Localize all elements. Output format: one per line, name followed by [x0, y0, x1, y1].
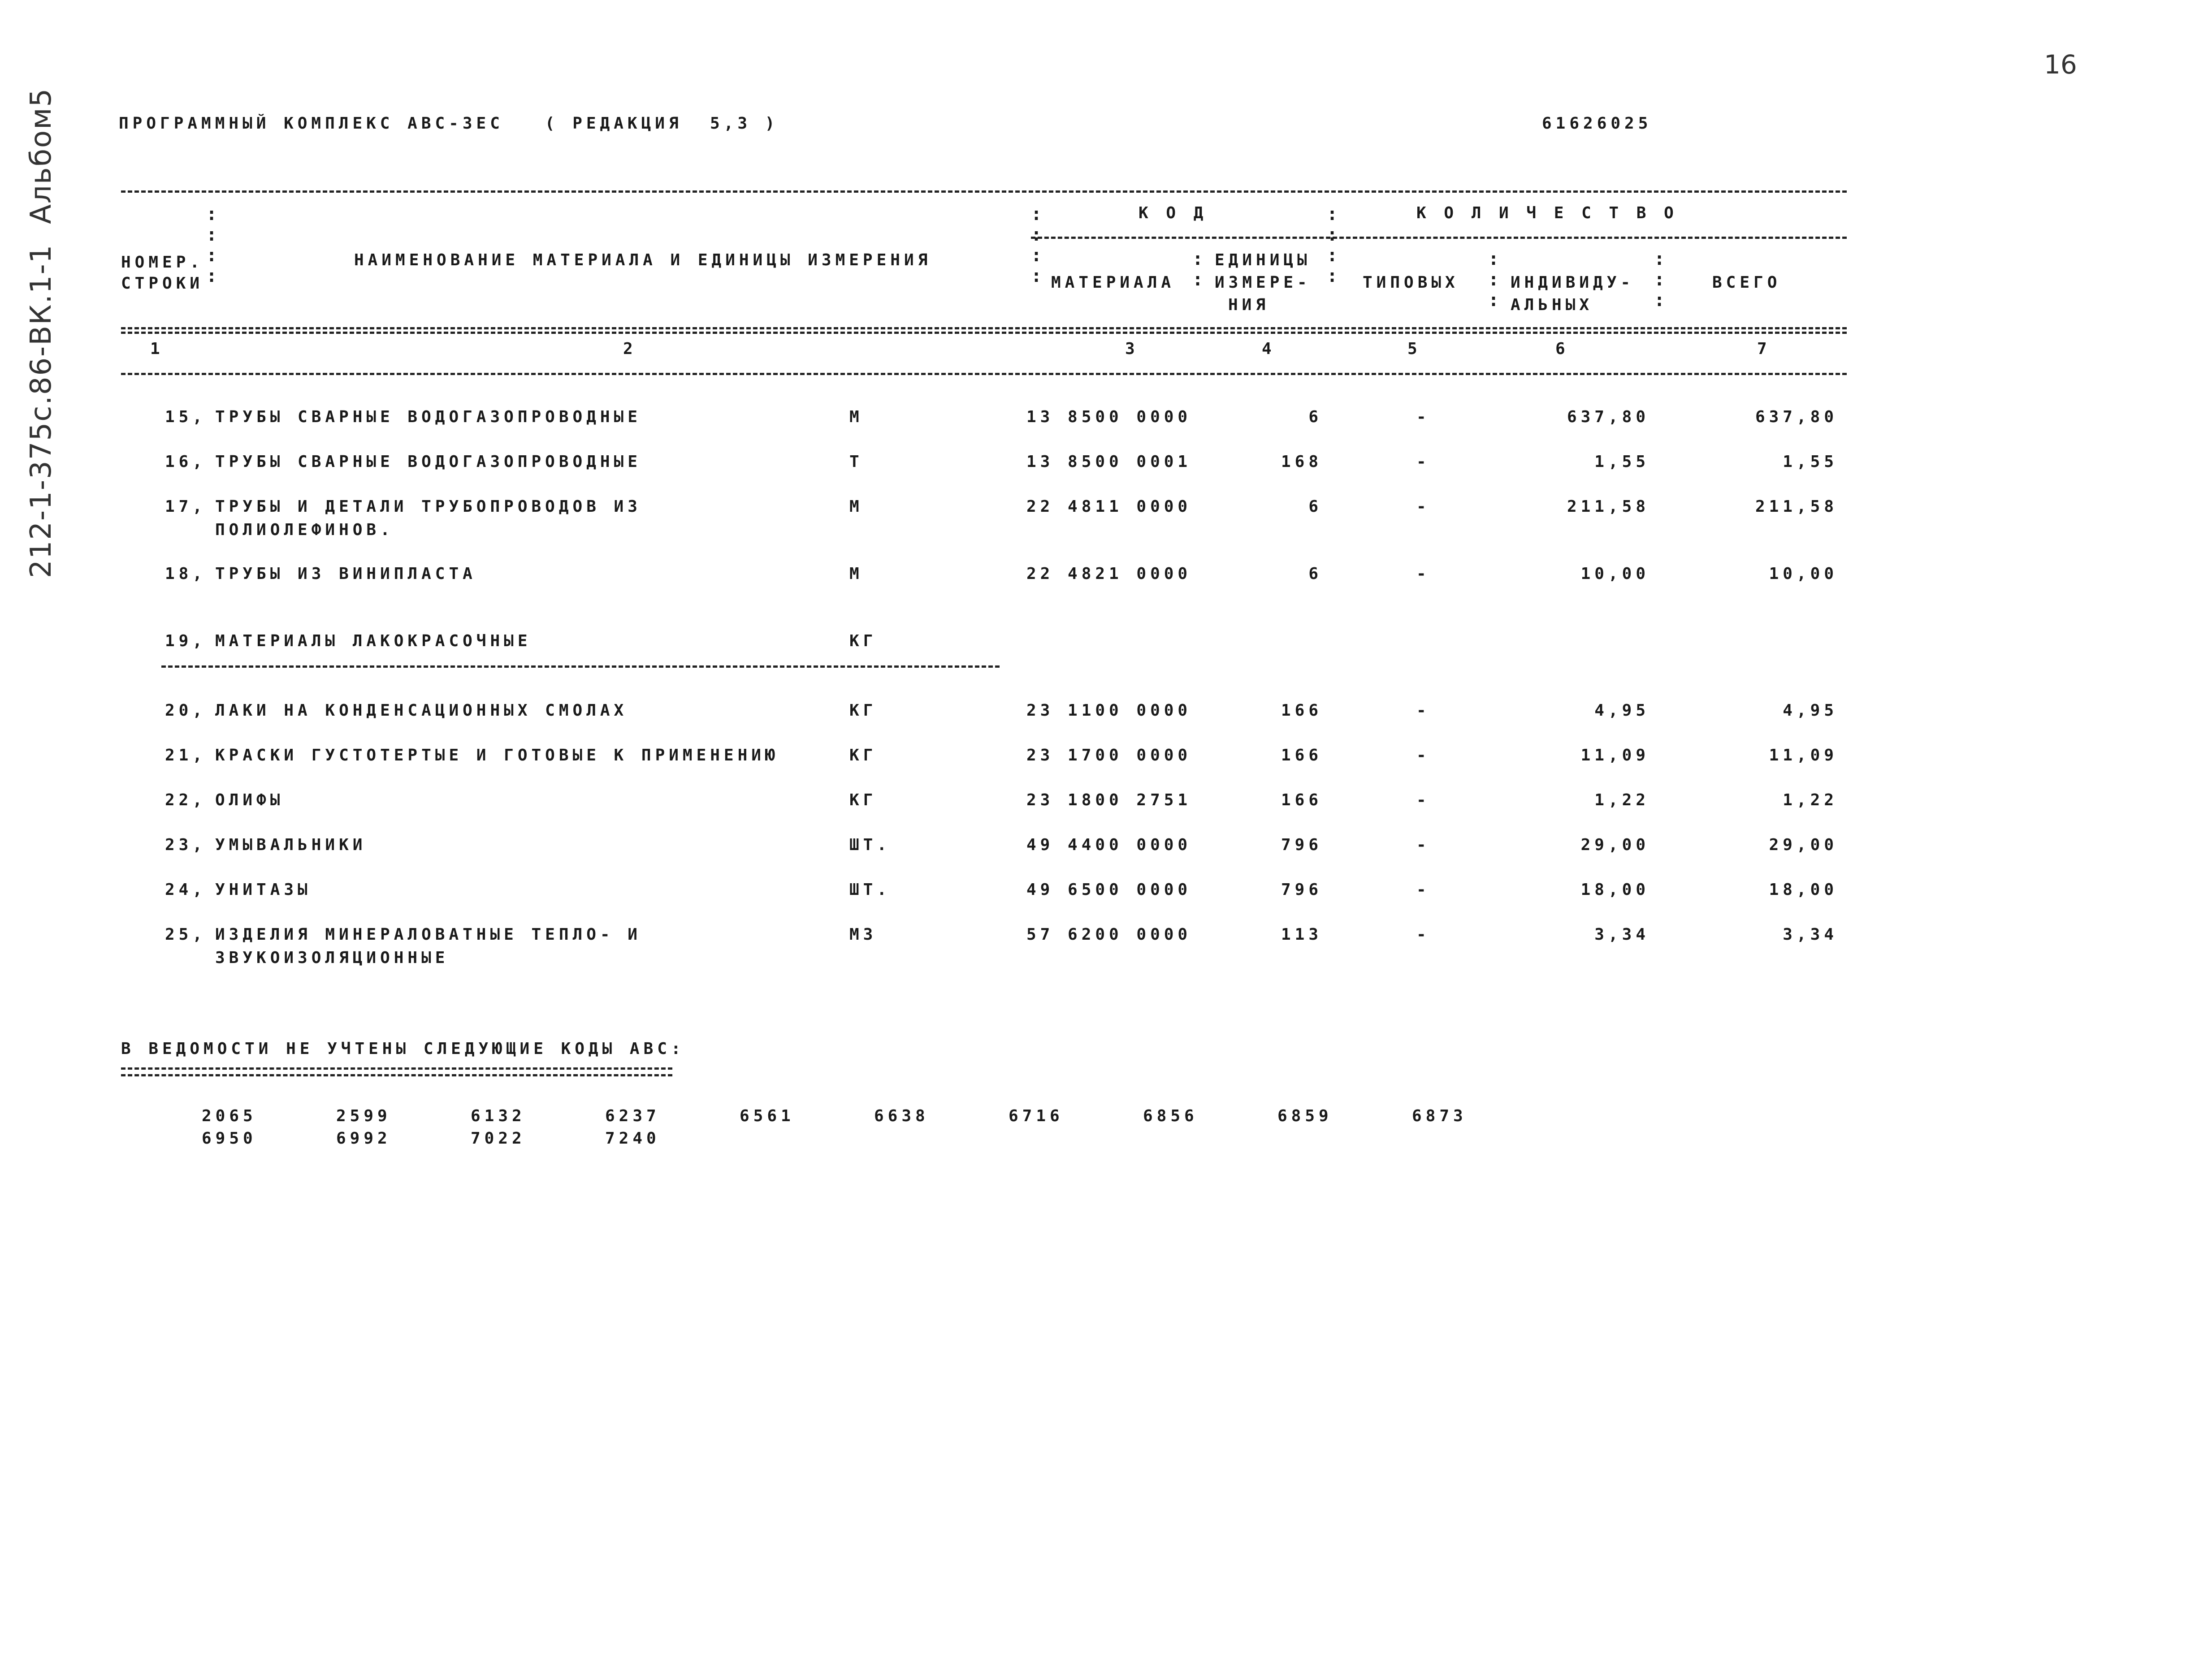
col-header-quantity: К О Л И Ч Е С Т В О: [1416, 204, 1678, 222]
individual-qty: 637,80: [1567, 408, 1649, 426]
program-title: ПРОГРАММНЫЙ КОМПЛЕКС АВС-3ЕС ( РЕДАКЦИЯ 5,3 ): [119, 114, 779, 133]
code-item: 6873: [1412, 1107, 1467, 1125]
typical-qty: -: [1416, 497, 1430, 516]
code-item: 6992: [336, 1129, 391, 1148]
header-rule-2: [121, 332, 1847, 334]
unit: ШТ.: [849, 836, 891, 854]
total-qty: 29,00: [1769, 836, 1838, 854]
typical-qty: -: [1416, 746, 1430, 764]
code-item: 6638: [874, 1107, 929, 1125]
document-code: 61626025: [1542, 114, 1652, 133]
material-name: КРАСКИ ГУСТОТЕРТЫЕ И ГОТОВЫЕ К ПРИМЕНЕНИЮ: [215, 746, 779, 764]
col-num-4: 4: [1262, 340, 1276, 358]
unit-code: 796: [1281, 881, 1322, 899]
sep: : :: [1192, 249, 1204, 290]
material-code: 49 6500 0000: [1026, 881, 1192, 899]
unit: Т: [849, 453, 863, 471]
row-number: 23,: [165, 836, 206, 854]
individual-qty: 211,58: [1567, 497, 1649, 516]
sep: : : : :: [1031, 204, 1042, 286]
unit: М: [849, 408, 863, 426]
material-name: МАТЕРИАЛЫ ЛАКОКРАСОЧНЫЕ: [215, 632, 532, 650]
code-item: 7240: [605, 1129, 660, 1148]
footer-note: В ВЕДОМОСТИ НЕ УЧТЕНЫ СЛЕДУЮЩИЕ КОДЫ АВС:: [121, 1040, 685, 1058]
page-number: 16: [2044, 49, 2077, 80]
code-item: 6237: [605, 1107, 660, 1125]
unit: М: [849, 565, 863, 583]
col-num-6: 6: [1555, 340, 1569, 358]
typical-qty: -: [1416, 701, 1430, 720]
row-number: 19,: [165, 632, 206, 650]
total-qty: 18,00: [1769, 881, 1838, 899]
col-num-2: 2: [623, 340, 637, 358]
table-top-rule: [121, 190, 1847, 193]
material-code: 23 1100 0000: [1026, 701, 1192, 720]
unit-code: 168: [1281, 453, 1322, 471]
individual-qty: 11,09: [1580, 746, 1649, 764]
col-num-5: 5: [1407, 340, 1421, 358]
total-qty: 637,80: [1755, 408, 1838, 426]
unit: КГ: [849, 632, 877, 650]
unit-code: 796: [1281, 836, 1322, 854]
code-item: 2065: [202, 1107, 257, 1125]
col-header-unit-2: ИЗМЕРЕ-: [1215, 273, 1311, 292]
total-qty: 1,22: [1783, 791, 1838, 809]
code-item: 6859: [1277, 1107, 1333, 1125]
material-name: ТРУБЫ СВАРНЫЕ ВОДОГАЗОПРОВОДНЫЕ: [215, 408, 641, 426]
row-number: 16,: [165, 453, 206, 471]
unit-code: 166: [1281, 701, 1322, 720]
unit: ШТ.: [849, 881, 891, 899]
row-number: 25,: [165, 925, 206, 944]
unit-code: 6: [1308, 408, 1322, 426]
material-name: ТРУБЫ ИЗ ВИНИПЛАСТА: [215, 565, 476, 583]
unit: КГ: [849, 791, 877, 809]
typical-qty: -: [1416, 925, 1430, 944]
total-qty: 4,95: [1783, 701, 1838, 720]
row-number: 15,: [165, 408, 206, 426]
col-header-total: ВСЕГО: [1712, 273, 1781, 292]
unit-code: 166: [1281, 746, 1322, 764]
unit: КГ: [849, 746, 877, 764]
col-num-7: 7: [1757, 340, 1771, 358]
col-num-3: 3: [1125, 340, 1139, 358]
col-header-unit-3: НИЯ: [1228, 296, 1270, 314]
col-num-1: 1: [150, 340, 164, 358]
row-number: 22,: [165, 791, 206, 809]
unit-code: 6: [1308, 565, 1322, 583]
material-name-cont: ЗВУКОИЗОЛЯЦИОННЫЕ: [215, 949, 449, 967]
row-number: 17,: [165, 497, 206, 516]
material-name: ТРУБЫ СВАРНЫЕ ВОДОГАЗОПРОВОДНЫЕ: [215, 453, 641, 471]
individual-qty: 29,00: [1580, 836, 1649, 854]
unit-code: 6: [1308, 497, 1322, 516]
typical-qty: -: [1416, 408, 1430, 426]
col-header-name: НАИМЕНОВАНИЕ МАТЕРИАЛА И ЕДИНИЦЫ ИЗМЕРЕНИЯ: [354, 251, 932, 269]
material-code: 23 1800 2751: [1026, 791, 1192, 809]
footer-rule: [121, 1067, 672, 1076]
total-qty: 11,09: [1769, 746, 1838, 764]
row-number: 18,: [165, 565, 206, 583]
code-item: 6132: [471, 1107, 526, 1125]
material-name: УМЫВАЛЬНИКИ: [215, 836, 367, 854]
subtotal-rule: [161, 665, 1000, 668]
col-header-indiv-1: ИНДИВИДУ-: [1511, 273, 1635, 292]
col-header-unit-1: ЕДИНИЦЫ: [1215, 251, 1311, 269]
individual-qty: 10,00: [1580, 565, 1649, 583]
individual-qty: 3,34: [1594, 925, 1649, 944]
typical-qty: -: [1416, 836, 1430, 854]
material-code: 13 8500 0001: [1026, 453, 1192, 471]
col-header-indiv-2: АЛЬНЫХ: [1511, 296, 1593, 314]
unit: М: [849, 497, 863, 516]
total-qty: 211,58: [1755, 497, 1838, 516]
material-name: ИЗДЕЛИЯ МИНЕРАЛОВАТНЫЕ ТЕПЛО- И: [215, 925, 641, 944]
material-name: ОЛИФЫ: [215, 791, 284, 809]
sep: : : :: [1488, 249, 1499, 311]
col-header-typical: ТИПОВЫХ: [1363, 273, 1459, 292]
material-code: 23 1700 0000: [1026, 746, 1192, 764]
typical-qty: -: [1416, 453, 1430, 471]
header-rule-3: [121, 373, 1847, 375]
sep: : : :: [1654, 249, 1665, 311]
code-item: 6716: [1009, 1107, 1064, 1125]
col-header-row-no-2: СТРОКИ: [121, 274, 204, 293]
code-item: 6950: [202, 1129, 257, 1148]
material-code: 22 4821 0000: [1026, 565, 1192, 583]
typical-qty: -: [1416, 791, 1430, 809]
material-name-cont: ПОЛИОЛЕФИНОВ.: [215, 521, 394, 539]
material-code: 57 6200 0000: [1026, 925, 1192, 944]
col-header-material: МАТЕРИАЛА: [1051, 273, 1175, 292]
margin-note: 212-1-375с.86-ВК.1-1 Альбом5: [25, 87, 58, 578]
individual-qty: 1,22: [1594, 791, 1649, 809]
typical-qty: -: [1416, 565, 1430, 583]
material-code: 22 4811 0000: [1026, 497, 1192, 516]
individual-qty: 18,00: [1580, 881, 1649, 899]
code-item: 7022: [471, 1129, 526, 1148]
typical-qty: -: [1416, 881, 1430, 899]
code-rule: [1031, 237, 1847, 239]
material-code: 49 4400 0000: [1026, 836, 1192, 854]
sep: : : : :: [206, 204, 217, 286]
code-item: 2599: [336, 1107, 391, 1125]
unit-code: 166: [1281, 791, 1322, 809]
code-item: 6561: [740, 1107, 795, 1125]
code-item: 6856: [1143, 1107, 1198, 1125]
total-qty: 10,00: [1769, 565, 1838, 583]
material-name: ЛАКИ НА КОНДЕНСАЦИОННЫХ СМОЛАХ: [215, 701, 628, 720]
col-header-row-no-1: НОМЕР.: [121, 253, 204, 272]
row-number: 24,: [165, 881, 206, 899]
individual-qty: 4,95: [1594, 701, 1649, 720]
total-qty: 1,55: [1783, 453, 1838, 471]
material-code: 13 8500 0000: [1026, 408, 1192, 426]
material-name: УНИТАЗЫ: [215, 881, 312, 899]
total-qty: 3,34: [1783, 925, 1838, 944]
row-number: 21,: [165, 746, 206, 764]
unit: КГ: [849, 701, 877, 720]
col-header-code: К О Д: [1139, 204, 1208, 222]
individual-qty: 1,55: [1594, 453, 1649, 471]
unit-code: 113: [1281, 925, 1322, 944]
unit: М3: [849, 925, 877, 944]
sep: : : : :: [1327, 204, 1338, 286]
material-name: ТРУБЫ И ДЕТАЛИ ТРУБОПРОВОДОВ ИЗ: [215, 497, 641, 516]
row-number: 20,: [165, 701, 206, 720]
header-rule-1: [121, 327, 1847, 329]
